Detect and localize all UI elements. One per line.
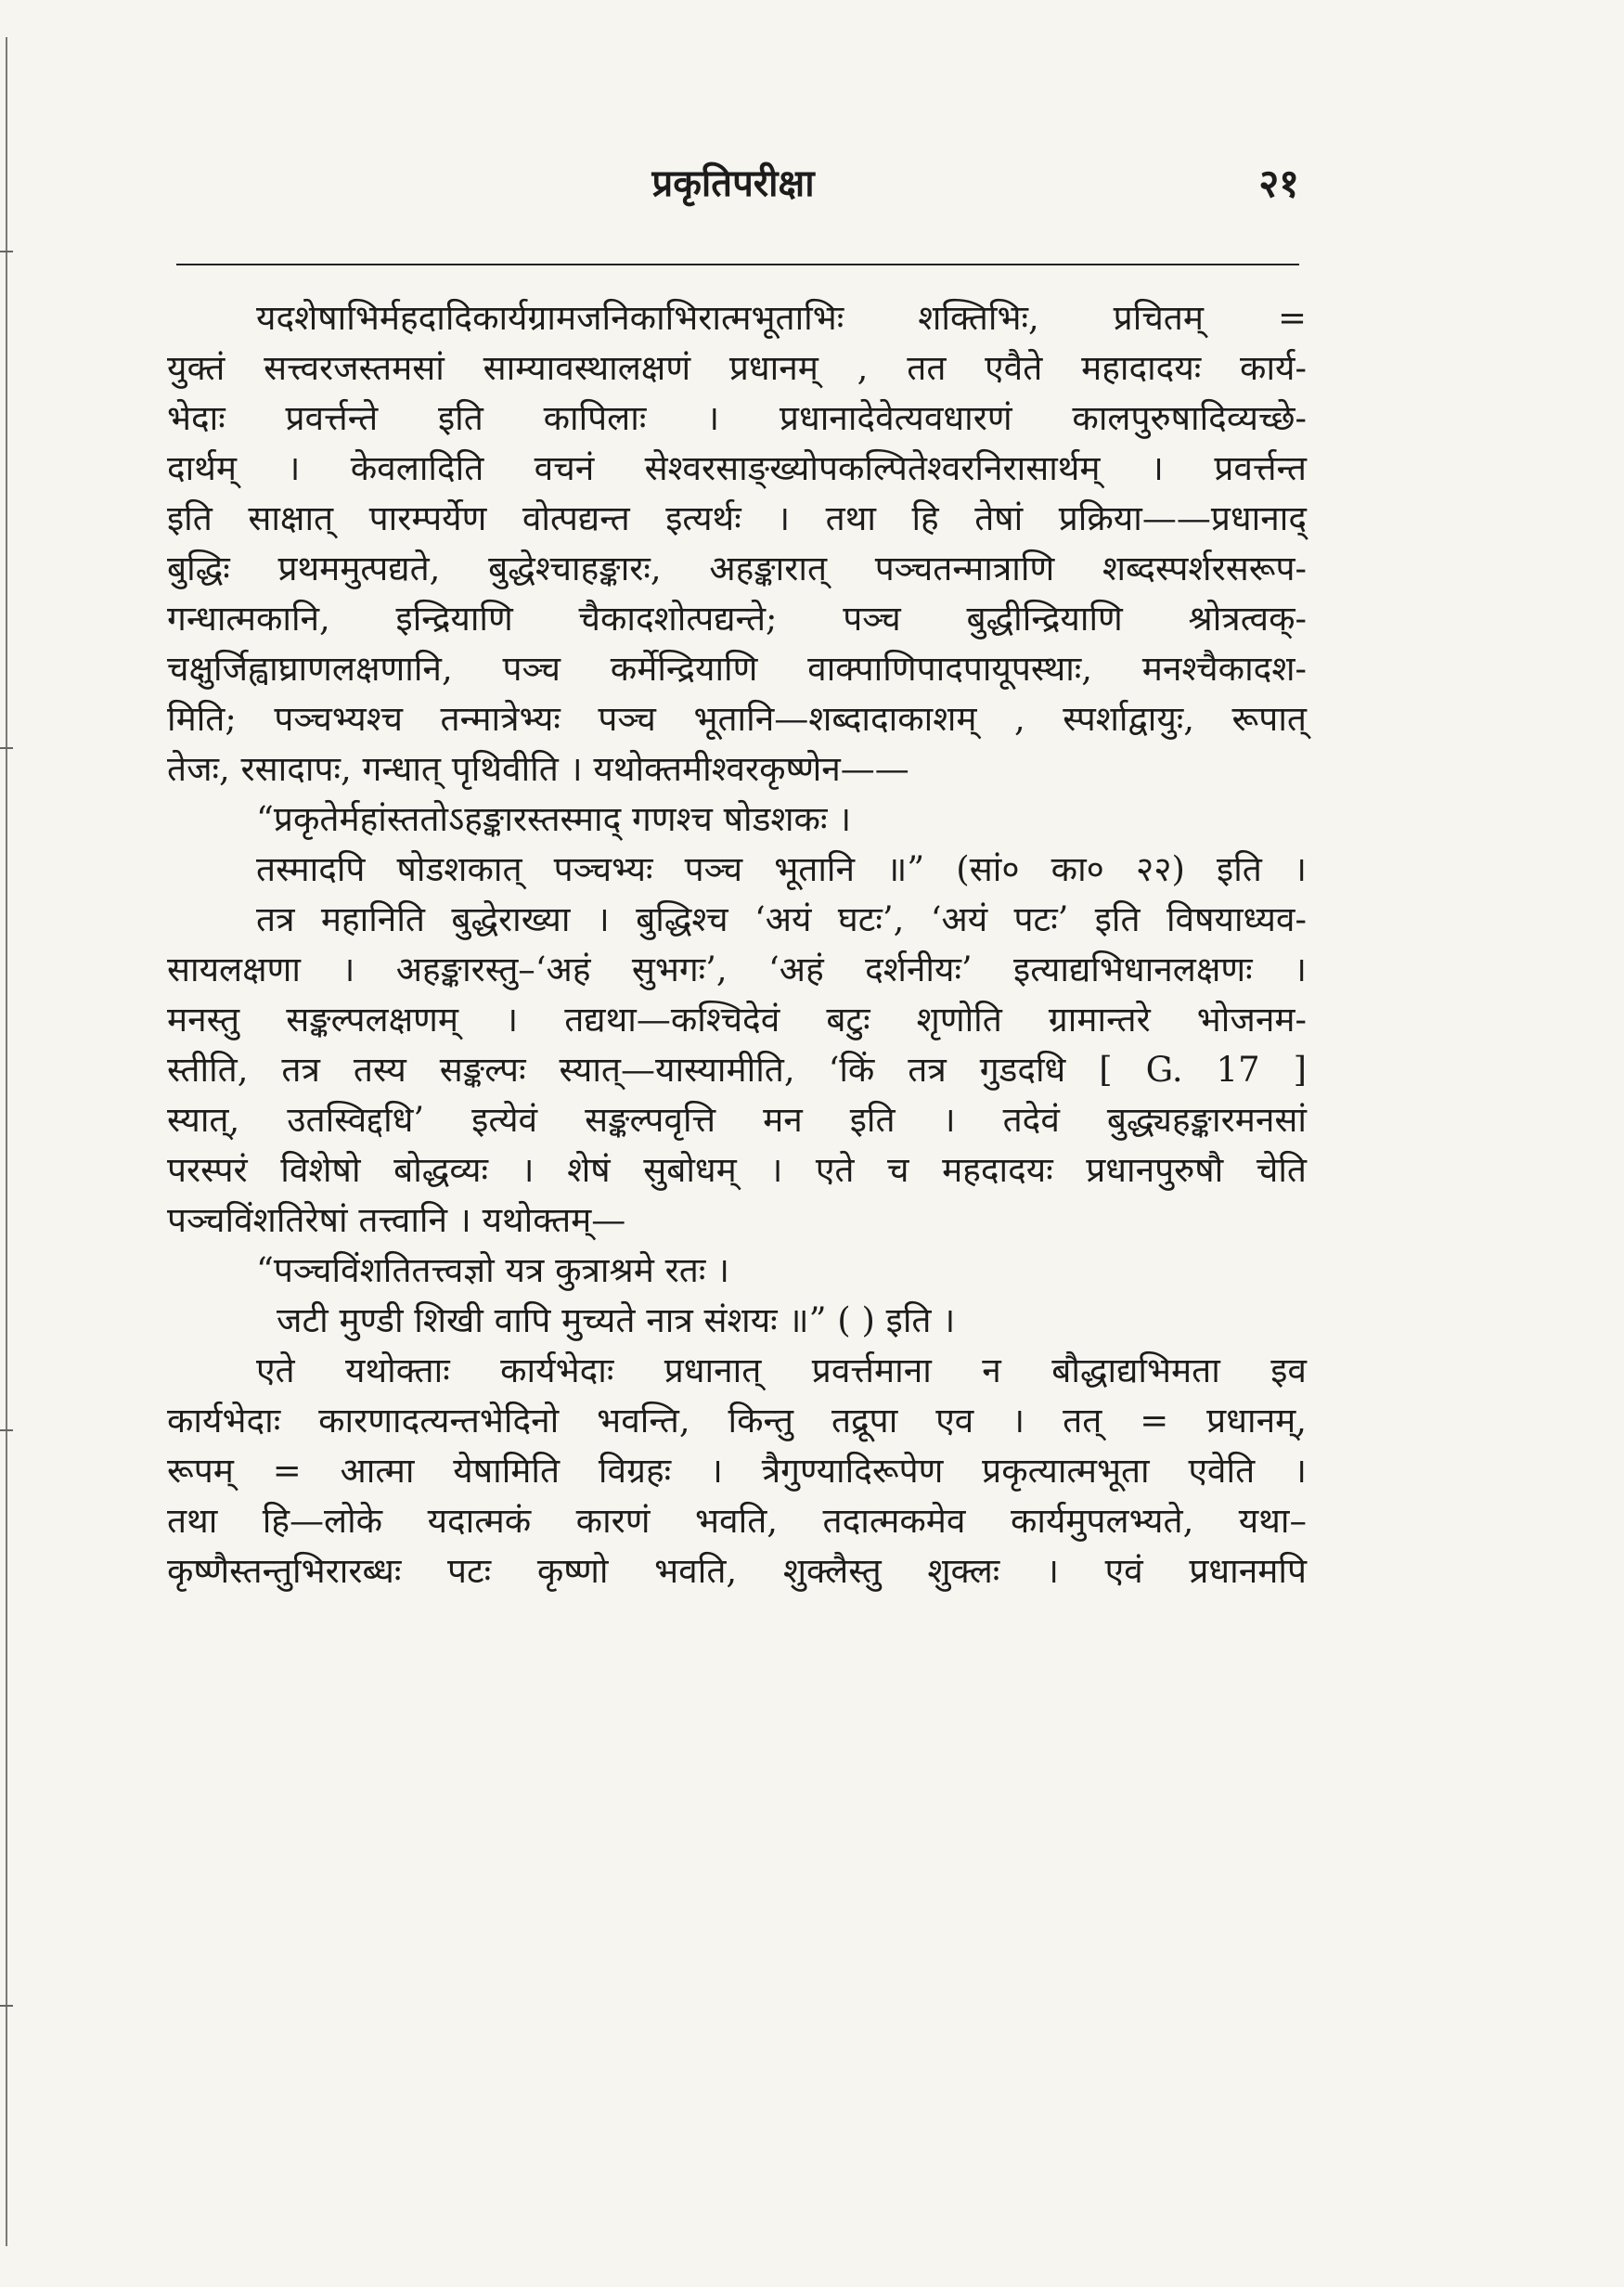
- binding-edge: [6, 37, 7, 2246]
- verse-line: तस्मादपि षोडशकात् पञ्चभ्यः पञ्च भूतानि ॥” (सां० का० २२) इति ।: [256, 849, 1307, 889]
- text-line: युक्तं सत्त्वरजस्तमसां साम्यावस्थालक्षणं प्रधानम् , तत एवैते महादादयः कार्य-: [167, 348, 1307, 388]
- verse-line: “प्रकृतेर्महांस्ततोऽहङ्कारस्तस्माद् गणश्च षोडशकः ।: [256, 799, 852, 839]
- running-title: प्रकृतिपरीक्षा: [651, 162, 815, 205]
- text-line: कार्यभेदाः कारणादत्यन्तभेदिनो भवन्ति, किन्तु तद्रूपा एव । तत् = प्रधानम्,: [167, 1401, 1307, 1441]
- text-line: एते यथोक्ताः कार्यभेदाः प्रधानात् प्रवर्त्तमाना न बौद्धाद्यभिमता इव: [256, 1350, 1307, 1390]
- verse-line: “पञ्चविंशतितत्त्वज्ञो यत्र कुत्राश्रमे रतः ।: [256, 1250, 730, 1290]
- verse-line: जटी मुण्डी शिखी वापि मुच्यते नात्र संशयः ॥” ( ) इति ।: [277, 1300, 956, 1340]
- text-line: भेदाः प्रवर्त्तन्ते इति कापिलाः । प्रधानादेवेत्यवधारणं कालपुरुषादिव्यच्छे-: [167, 398, 1307, 438]
- text-line: पञ्चविंशतिरेषां तत्त्वानि । यथोक्तम्—: [167, 1200, 626, 1240]
- text-line: तत्र महानिति बुद्धेराख्या । बुद्धिश्च ‘अयं घटः’, ‘अयं पटः’ इति विषयाध्यव-: [256, 899, 1307, 939]
- text-line: तथा हि—लोके यदात्मकं कारणं भवति, तदात्मकमेव कार्यमुपलभ्यते, यथा–: [167, 1501, 1307, 1541]
- page-number: २१: [1258, 161, 1299, 206]
- text-line: गन्धात्मकानि, इन्द्रियाणि चैकादशोत्पद्यन्ते; पञ्च बुद्धीन्द्रियाणि श्रोत्रत्वक्-: [167, 599, 1307, 639]
- text-body: [167, 293, 1307, 1596]
- binding-mark: [0, 251, 13, 252]
- text-line: मनस्तु सङ्कल्पलक्षणम् । तद्यथा—कश्चिदेवं बटुः श‍ृणोति ग्रामान्तरे भोजनम-: [167, 1000, 1307, 1040]
- text-line: स्तीति, तत्र तस्य सङ्कल्पः स्यात्—यास्यामीति, ‘किं तत्र गुडदधि [ G. 17 ]: [167, 1050, 1307, 1090]
- text-line: परस्परं विशेषो बोद्धव्यः । शेषं सुबोधम् । एते च महदादयः प्रधानपुरुषौ चेति: [167, 1150, 1307, 1190]
- binding-mark: [0, 2005, 13, 2007]
- binding-mark: [0, 747, 13, 749]
- text-line: रूपम् = आत्मा येषामिति विग्रहः । त्रैगुण्यादिरूपेण प्रकृत्यात्मभूता एवेति ।: [167, 1451, 1307, 1491]
- text-line: तेजः, रसादापः, गन्धात् पृथिवीति । यथोक्तमीश्वरकृष्णेन——: [167, 749, 909, 789]
- text-line: स्यात्, उतस्विद्दधि’ इत्येवं सङ्कल्पवृत्ति मन इति । तदेवं बुद्ध्यहङ्कारमनसां: [167, 1100, 1307, 1140]
- text-line: यदशेषाभिर्महदादिकार्यग्रामजनिकाभिरात्मभूताभिः शक्तिभिः, प्रचितम् =: [256, 298, 1307, 338]
- text-line: सायलक्षणा । अहङ्कारस्तु–‘अहं सुभगः’, ‘अहं दर्शनीयः’ इत्याद्यभिधानलक्षणः ।: [167, 950, 1307, 989]
- text-line: कृष्णैस्तन्तुभिरारब्धः पटः कृष्णो भवति, शुक्लैस्तु शुक्लः । एवं प्रधानमपि: [167, 1551, 1307, 1591]
- text-line: इति साक्षात् पारम्पर्येण वोत्पद्यन्त इत्यर्थः । तथा हि तेषां प्रक्रिया——प्रधानाद्: [167, 498, 1307, 538]
- text-line: बुद्धिः प्रथममुत्पद्यते, बुद्धेश्चाहङ्कारः, अहङ्कारात् पञ्चतन्मात्राणि शब्दस्पर्शरसरूप-: [167, 549, 1307, 588]
- page-header: [167, 156, 1299, 221]
- text-line: दार्थम् । केवलादिति वचनं सेश्वरसाङ्ख्योपकल्पितेश्वरनिरासार्थम् । प्रवर्त्तन्त: [167, 448, 1307, 488]
- header-rule: [176, 264, 1299, 265]
- text-line: मिति; पञ्चभ्यश्च तन्मात्रेभ्यः पञ्च भूतानि—शब्दादाकाशम् , स्पर्शाद्वायुः, रूपात्: [167, 699, 1307, 739]
- binding-mark: [0, 1429, 13, 1431]
- text-line: चक्षुर्जिह्वाघ्राणलक्षणानि, पञ्च कर्मेन्द्रियाणि वाक्पाणिपादपायूपस्थाः, मनश्चैकादश-: [167, 649, 1307, 689]
